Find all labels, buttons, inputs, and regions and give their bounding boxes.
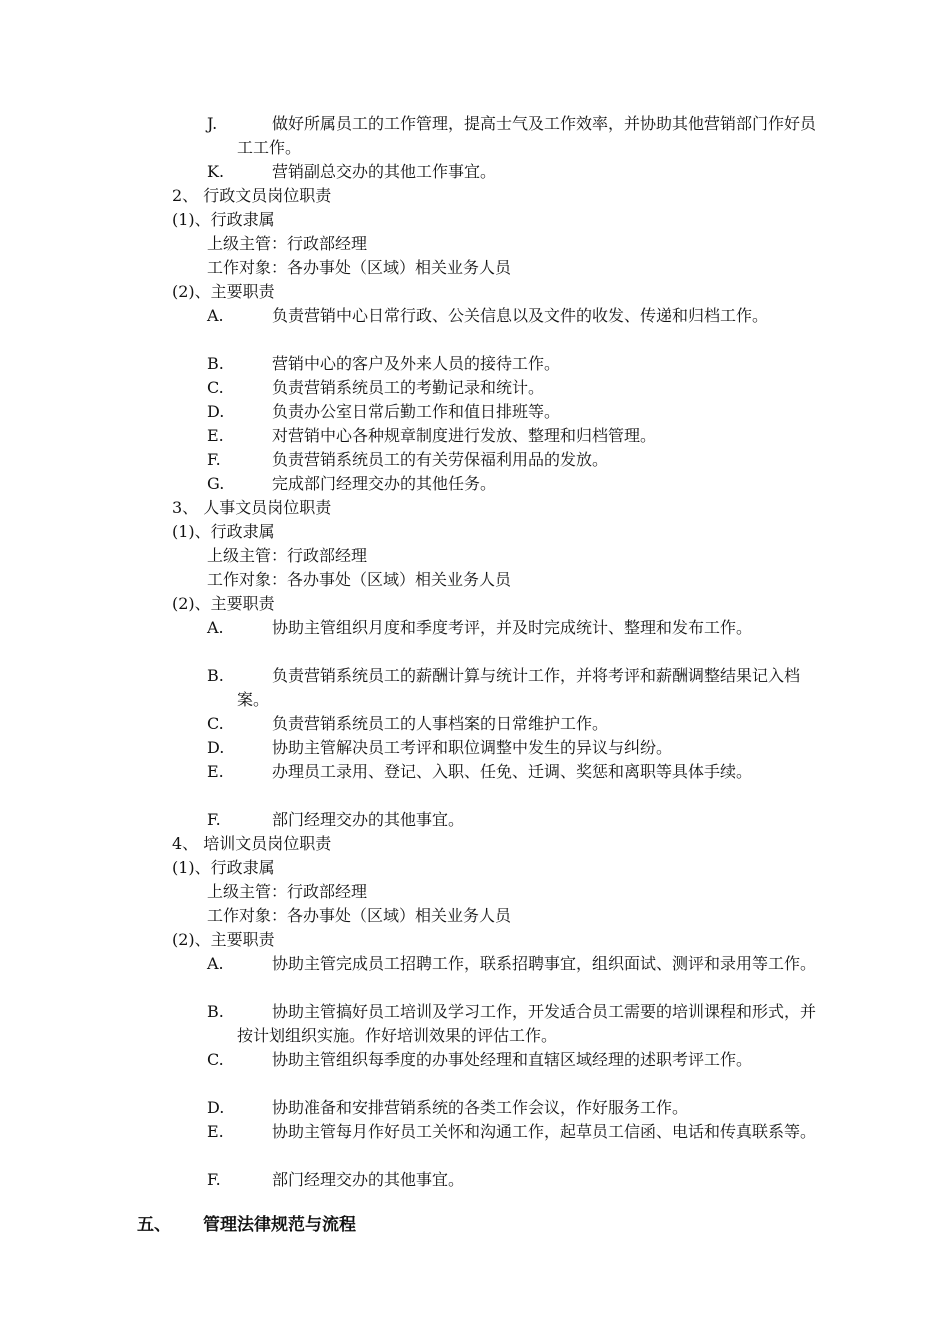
- item-label: F.: [207, 1170, 221, 1189]
- item-text: 协助主管搞好员工培训及学习工作，开发适合员工需要的培训课程和形式，并按计划组织实施。作好培训效果的评估工作。: [237, 1002, 817, 1045]
- item-label: E.: [207, 426, 224, 445]
- item-label: D.: [207, 738, 225, 757]
- item-label: K.: [207, 162, 225, 181]
- item-label: D.: [207, 402, 225, 421]
- item-text: 部门经理交办的其他事宜。: [272, 810, 465, 829]
- item-text: 负责营销系统员工的人事档案的日常维护工作。: [272, 714, 609, 733]
- item-text: 负责营销中心日常行政、公关信息以及文件的收发、传递和归档工作。: [272, 306, 769, 325]
- subsection-heading: (2)、主要职责: [172, 594, 275, 613]
- item-label: D.: [207, 1098, 225, 1117]
- item-label: E.: [207, 1122, 224, 1141]
- item-label: J.: [207, 114, 218, 133]
- item-text: 做好所属员工的工作管理，提高士气及工作效率，并协助其他营销部门作好员工工作。: [237, 114, 817, 157]
- work-object-line: 工作对象：各办事处（区域）相关业务人员: [207, 570, 512, 589]
- section-heading: 3、 人事文员岗位职责: [172, 498, 332, 517]
- item-label: B.: [207, 1002, 224, 1021]
- item-text: 完成部门经理交办的其他任务。: [272, 474, 497, 493]
- item-label: G.: [207, 474, 225, 493]
- item-text: 对营销中心各种规章制度进行发放、整理和归档管理。: [272, 426, 657, 445]
- subsection-heading: (1)、行政隶属: [172, 210, 275, 229]
- item-label: A.: [207, 954, 224, 973]
- item-label: B.: [207, 354, 224, 373]
- subsection-heading: (2)、主要职责: [172, 282, 275, 301]
- subsection-heading: (1)、行政隶属: [172, 858, 275, 877]
- item-text: 负责营销系统员工的考勤记录和统计。: [272, 378, 545, 397]
- item-text: 协助主管组织月度和季度考评，并及时完成统计、整理和发布工作。: [272, 618, 753, 637]
- item-text: 协助主管解决员工考评和职位调整中发生的异议与纠纷。: [272, 738, 673, 757]
- section-heading: 2、 行政文员岗位职责: [172, 186, 332, 205]
- work-object-line: 工作对象：各办事处（区域）相关业务人员: [207, 258, 512, 277]
- item-label: A.: [207, 618, 224, 637]
- item-label: F.: [207, 450, 221, 469]
- item-text: 部门经理交办的其他事宜。: [272, 1170, 465, 1189]
- item-label: E.: [207, 762, 224, 781]
- supervisor-line: 上级主管：行政部经理: [207, 882, 368, 901]
- supervisor-line: 上级主管：行政部经理: [207, 234, 368, 253]
- item-text: 负责营销系统员工的有关劳保福利用品的发放。: [272, 450, 609, 469]
- supervisor-line: 上级主管：行政部经理: [207, 546, 368, 565]
- chapter-title: 管理法律规范与流程: [203, 1215, 356, 1235]
- item-text: 营销副总交办的其他工作事宜。: [272, 162, 497, 181]
- item-text: 协助准备和安排营销系统的各类工作会议，作好服务工作。: [272, 1098, 689, 1117]
- item-label: A.: [207, 306, 224, 325]
- item-text: 协助主管完成员工招聘工作，联系招聘事宜，组织面试、测评和录用等工作。: [272, 954, 817, 973]
- item-label: C.: [207, 714, 224, 733]
- subsection-heading: (1)、行政隶属: [172, 522, 275, 541]
- item-text: 协助主管组织每季度的办事处经理和直辖区域经理的述职考评工作。: [272, 1050, 753, 1069]
- item-text: 负责营销系统员工的薪酬计算与统计工作，并将考评和薪酬调整结果记入档案。: [237, 666, 801, 709]
- chapter-number: 五、: [137, 1215, 171, 1235]
- section-heading: 4、 培训文员岗位职责: [172, 834, 332, 853]
- item-label: B.: [207, 666, 224, 685]
- item-label: C.: [207, 1050, 224, 1069]
- item-text: 办理员工录用、登记、入职、任免、迁调、奖惩和离职等具体手续。: [272, 762, 753, 781]
- item-label: F.: [207, 810, 221, 829]
- item-text: 营销中心的客户及外来人员的接待工作。: [272, 354, 561, 373]
- item-text: 协助主管每月作好员工关怀和沟通工作，起草员工信函、电话和传真联系等。: [272, 1122, 817, 1141]
- item-label: C.: [207, 378, 224, 397]
- subsection-heading: (2)、主要职责: [172, 930, 275, 949]
- work-object-line: 工作对象：各办事处（区域）相关业务人员: [207, 906, 512, 925]
- item-text: 负责办公室日常后勤工作和值日排班等。: [272, 402, 561, 421]
